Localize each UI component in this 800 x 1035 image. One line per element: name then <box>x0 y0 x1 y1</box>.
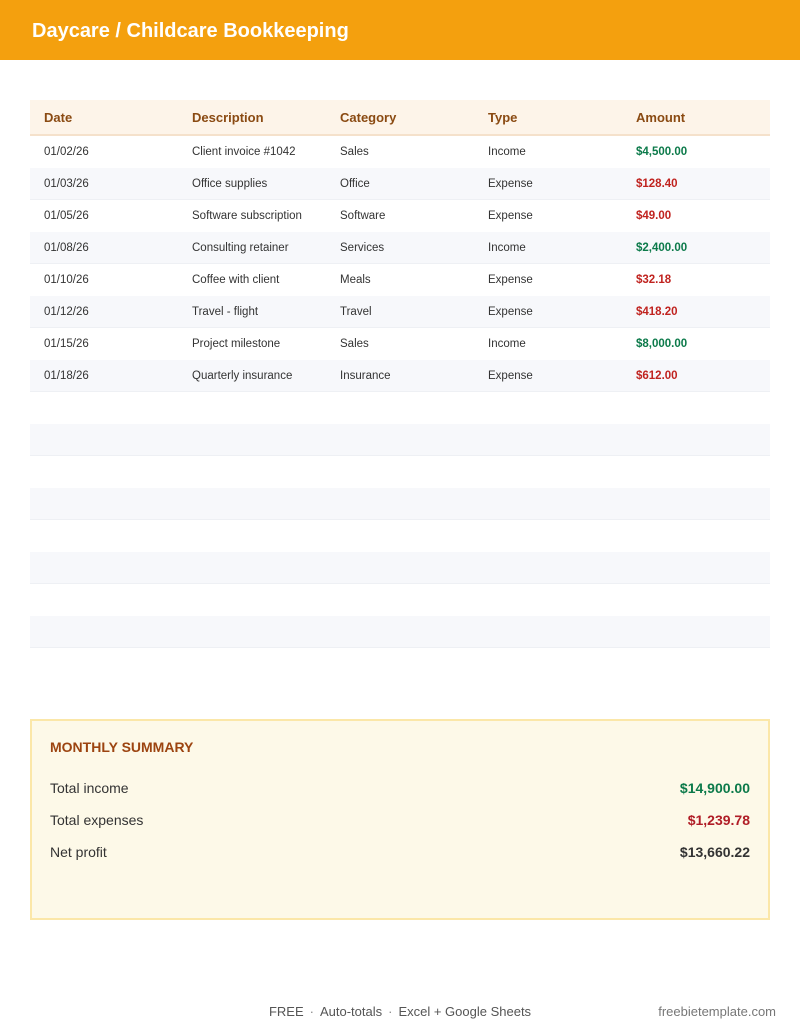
cell-amount[interactable]: $32.18 <box>636 273 672 286</box>
page-title: Daycare / Childcare Bookkeeping <box>32 20 349 42</box>
cell-amount[interactable]: $4,500.00 <box>636 145 688 158</box>
cell-category[interactable]: Meals <box>340 273 371 286</box>
footer-feature-autototals: Auto-totals <box>319 1004 383 1019</box>
table-row[interactable] <box>30 264 770 296</box>
cell-type[interactable]: Expense <box>488 177 533 190</box>
footer-separator: · <box>388 1004 393 1019</box>
cell-amount[interactable]: $2,400.00 <box>636 241 688 254</box>
page-header <box>0 0 800 60</box>
empty-table-row[interactable] <box>30 552 770 584</box>
cell-description[interactable]: Consulting retainer <box>192 241 289 254</box>
cell-type[interactable]: Expense <box>488 305 533 318</box>
cell-date[interactable]: 01/12/26 <box>44 305 89 318</box>
table-row[interactable] <box>30 328 770 360</box>
empty-table-row[interactable] <box>30 520 770 552</box>
footer-feature-platforms: Excel + Google Sheets <box>398 1004 532 1019</box>
cell-amount[interactable]: $418.20 <box>636 305 678 318</box>
cell-category[interactable]: Software <box>340 209 386 222</box>
summary-row-expenses <box>50 810 750 830</box>
cell-type[interactable]: Income <box>488 145 526 158</box>
cell-description[interactable]: Quarterly insurance <box>192 369 293 382</box>
table-row[interactable] <box>30 136 770 168</box>
total-income-label: Total income <box>50 780 129 796</box>
summary-row-income <box>50 778 750 798</box>
cell-type[interactable]: Income <box>488 337 526 350</box>
total-income-value: $14,900.00 <box>679 780 750 796</box>
cell-category[interactable]: Sales <box>340 145 369 158</box>
cell-category[interactable]: Office <box>340 177 370 190</box>
cell-category[interactable]: Services <box>340 241 385 254</box>
table-row[interactable] <box>30 360 770 392</box>
column-header-category: Category <box>340 109 397 125</box>
cell-amount[interactable]: $49.00 <box>636 209 672 222</box>
cell-category[interactable]: Sales <box>340 337 369 350</box>
net-profit-value: $13,660.22 <box>679 844 750 860</box>
empty-table-row[interactable] <box>30 392 770 424</box>
cell-description[interactable]: Travel - flight <box>192 305 259 318</box>
total-expenses-label: Total expenses <box>50 812 144 828</box>
footer-site-link[interactable]: freebietemplate.com <box>658 1004 776 1019</box>
empty-table-row[interactable] <box>30 616 770 648</box>
cell-description[interactable]: Software subscription <box>192 209 302 222</box>
cell-date[interactable]: 01/03/26 <box>44 177 89 190</box>
ledger-table <box>30 100 770 648</box>
cell-amount[interactable]: $8,000.00 <box>636 337 688 350</box>
table-header-row <box>30 100 770 136</box>
table-row[interactable] <box>30 296 770 328</box>
cell-type[interactable]: Expense <box>488 369 533 382</box>
empty-table-row[interactable] <box>30 456 770 488</box>
column-header-amount: Amount <box>636 109 686 125</box>
cell-description[interactable]: Project milestone <box>192 337 281 350</box>
monthly-summary-panel <box>30 719 770 920</box>
empty-table-row[interactable] <box>30 584 770 616</box>
net-profit-label: Net profit <box>50 844 107 860</box>
cell-description[interactable]: Client invoice #1042 <box>192 145 296 158</box>
table-row[interactable] <box>30 168 770 200</box>
column-header-description: Description <box>192 109 264 125</box>
footer-feature-free: FREE <box>268 1004 304 1019</box>
cell-description[interactable]: Office supplies <box>192 177 268 190</box>
cell-amount[interactable]: $128.40 <box>636 177 678 190</box>
empty-table-row[interactable] <box>30 488 770 520</box>
summary-title: MONTHLY SUMMARY <box>50 739 194 755</box>
cell-category[interactable]: Insurance <box>340 369 391 382</box>
cell-date[interactable]: 01/18/26 <box>44 369 89 382</box>
table-row[interactable] <box>30 200 770 232</box>
cell-date[interactable]: 01/10/26 <box>44 273 89 286</box>
cell-amount[interactable]: $612.00 <box>636 369 678 382</box>
table-row[interactable] <box>30 232 770 264</box>
cell-type[interactable]: Expense <box>488 273 533 286</box>
cell-type[interactable]: Expense <box>488 209 533 222</box>
cell-category[interactable]: Travel <box>340 305 372 318</box>
footer-separator: · <box>309 1004 314 1019</box>
empty-table-row[interactable] <box>30 424 770 456</box>
cell-description[interactable]: Coffee with client <box>192 273 280 286</box>
cell-type[interactable]: Income <box>488 241 526 254</box>
summary-row-net <box>50 842 750 862</box>
cell-date[interactable]: 01/05/26 <box>44 209 89 222</box>
column-header-type: Type <box>488 109 518 125</box>
total-expenses-value: $1,239.78 <box>687 812 750 828</box>
cell-date[interactable]: 01/15/26 <box>44 337 89 350</box>
column-header-date: Date <box>44 109 73 125</box>
cell-date[interactable]: 01/08/26 <box>44 241 89 254</box>
cell-date[interactable]: 01/02/26 <box>44 145 89 158</box>
